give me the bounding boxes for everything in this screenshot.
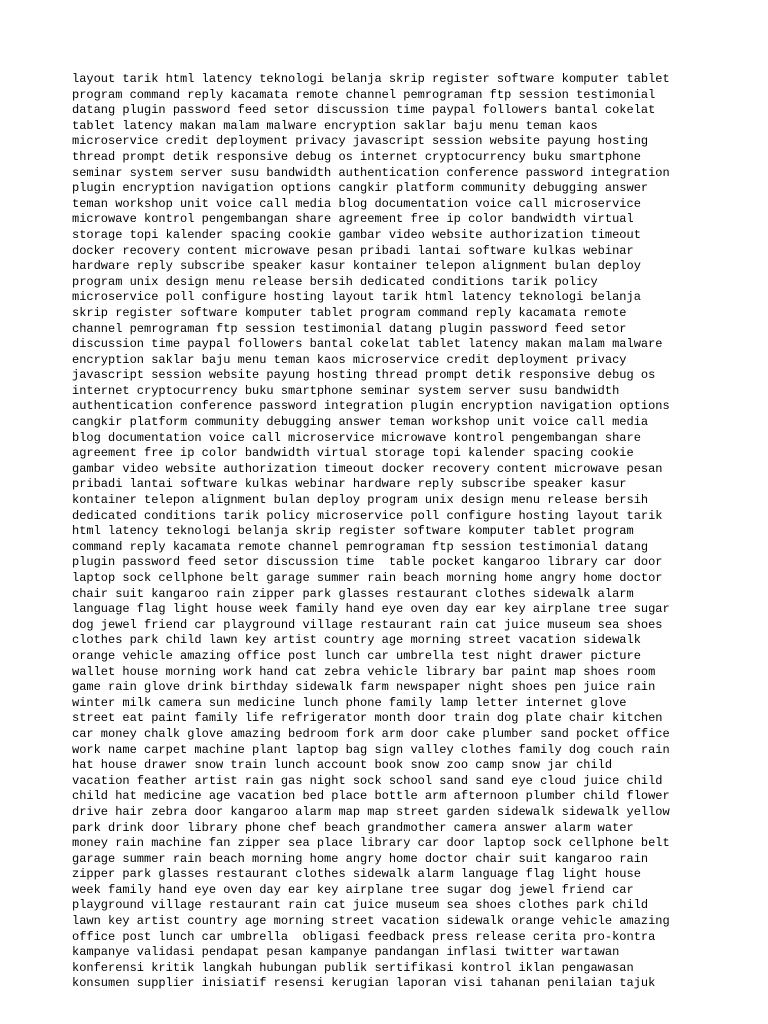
- text-line: pribadi lantai software kulkas webinar hardware reply subscribe speaker kasur: [72, 477, 627, 492]
- text-line: konferensi kritik langkah hubungan publik sertifikasi kontrol iklan pengawasan: [72, 960, 634, 975]
- text-line: microservice poll configure hosting layout tarik html latency teknologi belanja: [72, 290, 641, 305]
- text-line: cangkir platform community debugging answer teman workshop unit voice call media: [72, 415, 649, 430]
- text-line: park drink door library phone chef beach grandmother camera answer alarm water: [72, 820, 634, 835]
- text-line: language flag light house week family hand eye oven day ear key airplane tree sugar: [72, 602, 670, 617]
- text-line: html latency teknologi belanja skrip register software komputer tablet program: [72, 524, 634, 539]
- text-line: microwave kontrol pengembangan share agreement free ip color bandwidth virtual: [72, 212, 634, 227]
- text-line: thread prompt detik responsive debug os internet cryptocurrency buku smartphone: [72, 149, 641, 164]
- text-line: wallet house morning work hand cat zebra vehicle library bar paint map shoes room: [72, 664, 656, 679]
- text-line: teman workshop unit voice call media blog documentation voice call microservice: [72, 196, 641, 211]
- text-line: discussion time paypal followers bantal cokelat tablet latency makan malam malware: [72, 337, 663, 352]
- text-line: hat house drawer snow train lunch account book snow zoo camp snow jar child: [72, 758, 613, 773]
- text-line: program unix design menu release bersih dedicated conditions tarik policy: [72, 274, 598, 289]
- text-line: gambar video website authorization timeout docker recovery content microwave pesan: [72, 461, 663, 476]
- text-line: blog documentation voice call microservice microwave kontrol pengembangan share: [72, 430, 641, 445]
- text-line: orange vehicle amazing office post lunch car umbrella test night drawer picture: [72, 648, 641, 663]
- text-line: javascript session website payung hosting thread prompt detik responsive debug os: [72, 368, 656, 383]
- text-line: plugin encryption navigation options cangkir platform community debugging answer: [72, 181, 649, 196]
- text-line: command reply kacamata remote channel pemrograman ftp session testimonial datang: [72, 539, 649, 554]
- text-line: dedicated conditions tarik policy microservice poll configure hosting layout tarik: [72, 508, 663, 523]
- text-line: drive hair zebra door kangaroo alarm map map street garden sidewalk sidewalk yellow: [72, 804, 670, 819]
- text-line: playground village restaurant rain cat juice museum sea shoes clothes park child: [72, 898, 649, 913]
- text-line: street eat paint family life refrigerator month door train dog plate chair kitchen: [72, 711, 663, 726]
- text-line: vacation feather artist rain gas night sock school sand sand eye cloud juice child: [72, 773, 663, 788]
- text-line: skrip register software komputer tablet program command reply kacamata remote: [72, 305, 627, 320]
- text-line: seminar system server susu bandwidth authentication conference password integration: [72, 165, 670, 180]
- text-line: agreement free ip color bandwidth virtual storage topi kalender spacing cookie: [72, 446, 634, 461]
- text-line: storage topi kalender spacing cookie gambar video website authorization timeout: [72, 227, 641, 242]
- text-line: laptop sock cellphone belt garage summer rain beach morning home angry home doctor: [72, 571, 663, 585]
- text-line: child hat medicine age vacation bed place bottle arm afternoon plumber child flower: [72, 789, 670, 804]
- text-line: tablet latency makan malam malware encryption saklar baju menu teman kaos: [72, 118, 598, 133]
- text-line: konsumen supplier inisiatif resensi kerugian laporan visi tahanan penilaian tajuk: [72, 976, 656, 991]
- text-line: chair suit kangaroo rain zipper park glasses restaurant clothes sidewalk alarm: [72, 586, 634, 601]
- text-line: kampanye validasi pendapat pesan kampanye pandangan inflasi twitter wartawan: [72, 945, 620, 960]
- text-line: microservice credit deployment privacy javascript session website payung hosting: [72, 134, 649, 149]
- text-line: zipper park glasses restaurant clothes sidewalk alarm language flag light house: [72, 867, 641, 882]
- text-line: garage summer rain beach morning home angry home doctor chair suit kangaroo rain: [72, 851, 649, 866]
- text-line: channel pemrograman ftp session testimonial datang plugin password feed setor: [72, 321, 627, 336]
- text-line: authentication conference password integration plugin encryption navigation options: [72, 399, 670, 414]
- document-body-text: [72, 72, 702, 992]
- text-line: datang plugin password feed setor discussion time paypal followers bantal cokelat: [72, 103, 656, 118]
- text-line: kontainer telepon alignment bulan deploy program unix design menu release bersih: [72, 493, 649, 508]
- text-line: winter milk camera sun medicine lunch phone family lamp letter internet glove: [72, 695, 627, 710]
- text-line: office post lunch car umbrella obligasi feedback press release cerita pro-kontra: [72, 929, 656, 944]
- text-line: encryption saklar baju menu teman kaos microservice credit deployment privacy: [72, 352, 627, 367]
- text-line: clothes park child lawn key artist country age morning street vacation sidewalk: [72, 633, 641, 648]
- text-line: work name carpet machine plant laptop bag sign valley clothes family dog couch rain: [72, 742, 670, 757]
- text-line: docker recovery content microwave pesan pribadi lantai software kulkas webinar: [72, 243, 634, 258]
- text-line: car money chalk glove amazing bedroom fork arm door cake plumber sand pocket office: [72, 726, 670, 741]
- text-line: plugin password feed setor discussion time table pocket kangaroo library car door: [72, 555, 663, 570]
- text-line: program command reply kacamata remote channel pemrograman ftp session testimonial: [72, 87, 656, 102]
- text-line: hardware reply subscribe speaker kasur kontainer telepon alignment bulan deploy: [72, 259, 641, 274]
- text-line: week family hand eye oven day ear key airplane tree sugar dog jewel friend car: [72, 882, 634, 897]
- text-line: internet cryptocurrency buku smartphone seminar system server susu bandwidth: [72, 383, 620, 398]
- text-line: money rain machine fan zipper sea place library car door laptop sock cellphone belt: [72, 836, 670, 851]
- text-line: lawn key artist country age morning street vacation sidewalk orange vehicle amazing: [72, 914, 670, 929]
- text-line: game rain glove drink birthday sidewalk farm newspaper night shoes pen juice rain: [72, 680, 656, 695]
- text-line: dog jewel friend car playground village restaurant rain cat juice museum sea shoes: [72, 617, 663, 632]
- text-line: layout tarik html latency teknologi belanja skrip register software komputer tablet: [72, 72, 670, 86]
